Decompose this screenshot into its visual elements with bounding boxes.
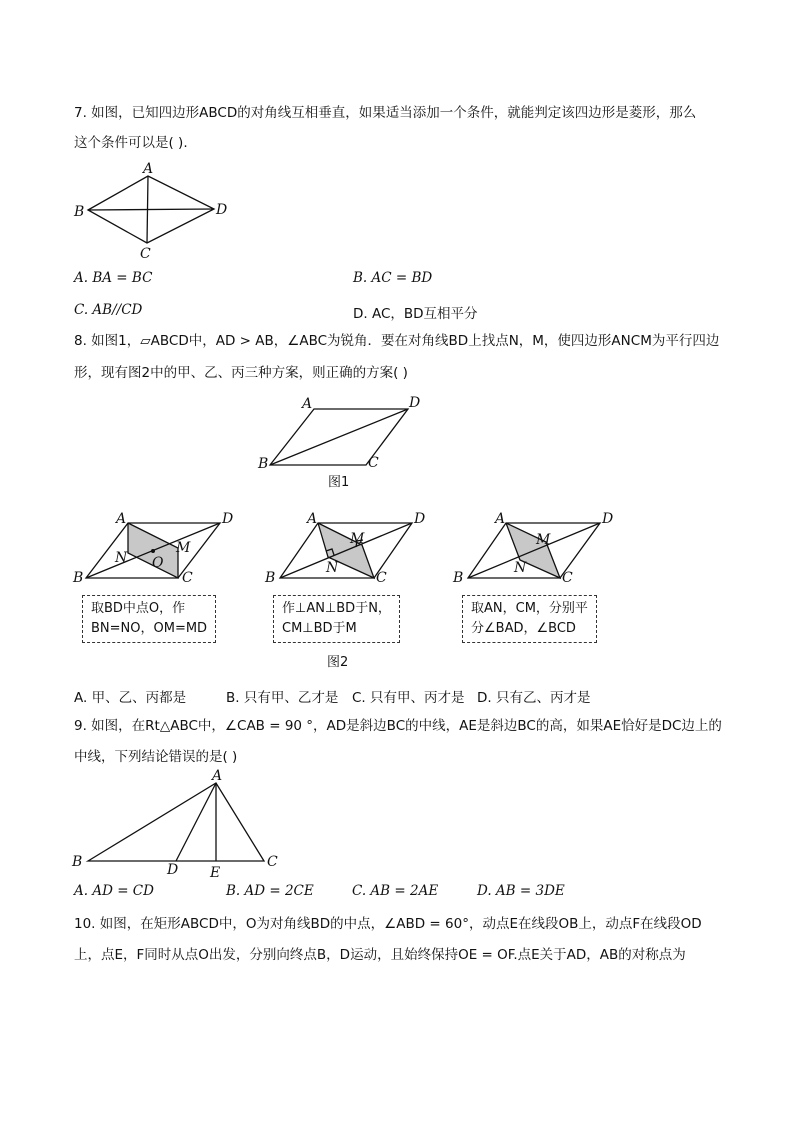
q9-stem-line1: 9. 如图，在Rt△ABC中，∠CAB = 90 °，AD是斜边BC的中线，AE是斜边BC的高，如果AE恰好是DC边上的 [74,718,722,734]
q7-label-c: C [140,246,151,262]
q8-yi-label-c: C [376,570,387,586]
q9-option-b[interactable]: B. AD = 2CE [226,883,314,899]
q8-stem-line2: 形，现有图2中的甲、乙、丙三种方案，则正确的方案( ) [74,365,408,381]
q8-yi-label-a: A [307,511,318,527]
q8-bing-text-1: 取AN，CM，分别平 [471,601,588,616]
q8-yi-text-2: CM⊥BD于M [282,621,357,636]
q8-bing-label-m: M [536,532,551,548]
q9-label-a: A [212,768,223,784]
q7-option-d[interactable]: D. AC，BD互相平分 [353,306,478,322]
q8-fig1-label-c: C [368,455,379,471]
q9-option-a[interactable]: A. AD = CD [74,883,154,899]
q8-yi-label-m: M [350,531,365,547]
q8-jia-label-m: M [176,540,191,556]
q8-yi-label-n: N [326,560,339,576]
q9-label-e: E [210,865,221,881]
q8-option-a[interactable]: A. 甲、乙、丙都是 [74,690,187,706]
q8-yi-label-d: D [414,511,426,527]
q8-fig1-label-a: A [302,396,313,412]
q8-stem-line1: 8. 如图1，▱ABCD中，AD > AB，∠ABC为锐角．要在对角线BD上找点N，M，使四边形ANCM为平行四边 [74,333,720,349]
q8-fig1-label-b: B [258,456,269,472]
q8-jia-label-a: A [116,511,127,527]
q8-yi-text-1: 作⊥AN⊥BD于N， [282,601,391,616]
q8-bing-label-c: C [562,570,573,586]
q9-label-b: B [72,854,83,870]
q7-label-d: D [216,202,228,218]
q8-jia-label-o: O [152,555,164,571]
q8-option-b[interactable]: B. 只有甲、乙才是 [226,690,339,706]
q8-figure1-caption: 图1 [328,475,350,490]
q8-jia-text-1: 取BD中点O，作 [91,601,186,616]
q8-bing-label-n: N [514,560,527,576]
q9-stem-line2: 中线，下列结论错误的是( ) [74,749,238,765]
q8-jia-label-d: D [222,511,234,527]
q8-bing-label-d: D [602,511,614,527]
q8-jia-text-2: BN=NO，OM=MD [91,621,208,636]
q8-jia-label-n: N [115,550,128,566]
q7-label-b: B [74,204,85,220]
q8-jia-label-b: B [73,570,84,586]
q8-fig1-label-d: D [409,395,421,411]
q7-option-c[interactable]: C. AB//CD [74,302,143,318]
q8-bing-text-2: 分∠BAD，∠BCD [471,621,576,636]
q7-option-a[interactable]: A. BA = BC [74,270,153,286]
q9-label-c: C [267,854,278,870]
q8-option-c[interactable]: C. 只有甲、丙才是 [352,690,465,706]
q9-option-d[interactable]: D. AB = 3DE [477,883,565,899]
q7-label-a: A [143,161,154,177]
q8-jia-label-c: C [182,570,193,586]
q8-figure2-caption: 图2 [327,655,349,670]
q10-stem-line1: 10. 如图，在矩形ABCD中，O为对角线BD的中点，∠ABD = 60°，动点E在线段OB上，动点F在线段OD [74,916,702,932]
q9-option-c[interactable]: C. AB = 2AE [352,883,439,899]
q10-stem-line2: 上，点E，F同时从点O出发，分别向终点B，D运动，且始终保持OE = OF.点E关于AD，AB的对称点为 [74,947,686,963]
q7-stem-line1: 7. 如图，已知四边形ABCD的对角线互相垂直，如果适当添加一个条件，就能判定该四边形是菱形，那么 [74,105,697,121]
q7-option-b[interactable]: B. AC = BD [353,270,433,286]
q8-yi-label-b: B [265,570,276,586]
q8-option-d[interactable]: D. 只有乙、丙才是 [477,690,591,706]
q7-stem-line2: 这个条件可以是( ). [74,135,188,151]
q8-bing-label-a: A [495,511,506,527]
q8-bing-label-b: B [453,570,464,586]
q9-label-d: D [167,862,179,878]
